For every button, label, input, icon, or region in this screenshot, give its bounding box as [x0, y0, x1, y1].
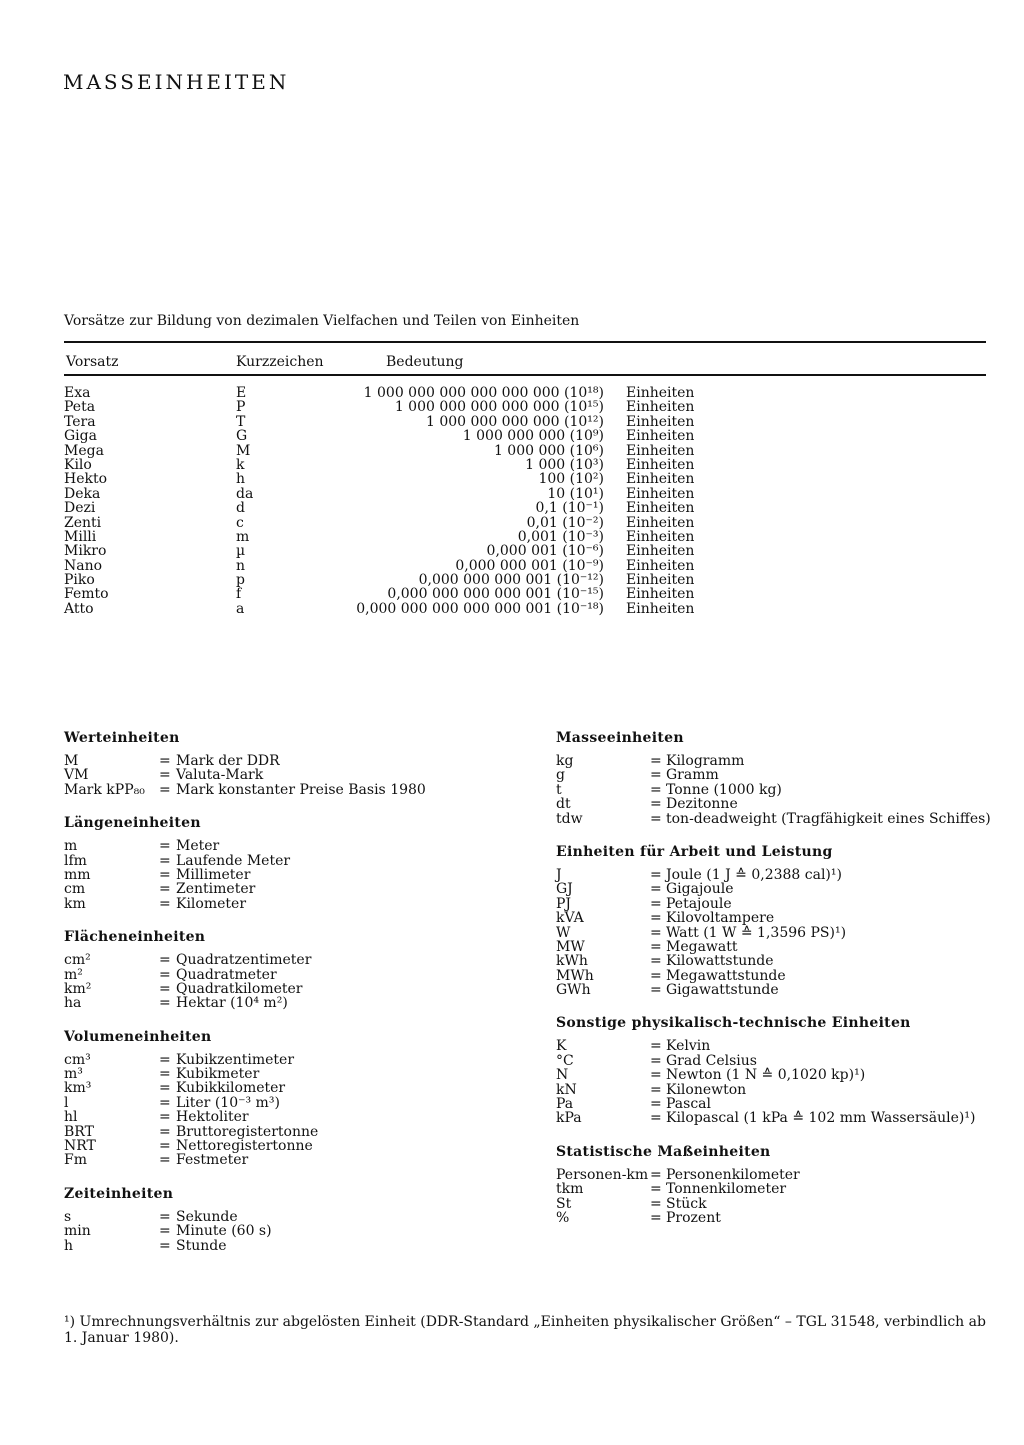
unit-symbol: kWh	[556, 953, 588, 970]
unit-row	[64, 982, 524, 996]
unit-definition: Meter	[176, 838, 220, 855]
unit-definition: Megawatt	[666, 938, 738, 955]
unit-definition: Liter (10⁻³ m³)	[176, 1094, 280, 1111]
unit-row	[64, 868, 524, 882]
table-row	[64, 415, 986, 429]
equals-sign: =	[159, 1123, 171, 1140]
unit-symbol: cm	[64, 881, 86, 898]
unit-definition: ton-deadweight (Tragfähigkeit eines Schiffes)	[666, 810, 991, 827]
unit-row	[556, 969, 996, 983]
unit-row	[64, 1153, 524, 1167]
unit-symbol: kN	[556, 1081, 577, 1098]
unit-symbol: %	[556, 1209, 570, 1226]
unit-symbol: Fm	[64, 1152, 87, 1169]
table-header-rule	[64, 374, 986, 376]
prefix-symbol: c	[236, 514, 244, 531]
unit-row	[64, 754, 524, 768]
unit-definition: Mark konstanter Preise Basis 1980	[176, 781, 426, 798]
prefix-unit: Einheiten	[626, 428, 695, 445]
unit-row	[556, 983, 996, 997]
prefix-symbol: T	[236, 413, 246, 430]
unit-symbol: kg	[556, 753, 574, 769]
equals-sign: =	[650, 967, 662, 984]
equals-sign: =	[159, 1066, 171, 1083]
unit-definition: Festmeter	[176, 1152, 249, 1169]
equals-sign: =	[650, 1209, 662, 1226]
unit-row	[64, 1096, 524, 1110]
unit-symbol: M	[64, 753, 79, 769]
unit-row	[64, 1210, 524, 1224]
prefix-value: 1 000 (10³)	[525, 456, 604, 473]
prefix-unit: Einheiten	[626, 500, 695, 517]
footnote: ¹) Umrechnungsverhältnis zur abgelösten Einheit (DDR-Standard „Einheiten physikalischer Größen“ – TGL 31548, verbindlich ab 1. Januar 1980).	[64, 1314, 986, 1346]
unit-symbol: J	[556, 866, 562, 883]
unit-row	[64, 1053, 524, 1067]
prefix-unit: Einheiten	[626, 514, 695, 531]
table-row	[64, 386, 986, 400]
unit-row	[64, 1239, 524, 1253]
prefix-symbol: G	[236, 428, 248, 445]
unit-symbol: °C	[556, 1052, 574, 1069]
unit-row	[556, 897, 996, 911]
prefix-table-caption: Vorsätze zur Bildung von dezimalen Vielfachen und Teilen von Einheiten	[64, 313, 580, 329]
unit-definition: Tonnenkilometer	[666, 1181, 787, 1198]
equals-sign: =	[650, 953, 662, 970]
prefix-unit: Einheiten	[626, 485, 695, 502]
prefix-name: Nano	[64, 557, 103, 574]
table-row	[64, 487, 986, 501]
unit-symbol: Mark kPP₈₀	[64, 781, 145, 798]
unit-row	[64, 839, 524, 853]
equals-sign: =	[650, 866, 662, 883]
prefix-value: 0,000 000 000 000 000 001 (10⁻¹⁸)	[356, 600, 604, 617]
unit-section	[64, 1029, 524, 1168]
column-header-vorsatz: Vorsatz	[66, 354, 119, 370]
unit-row	[64, 953, 524, 967]
unit-row	[556, 1111, 996, 1125]
unit-definition: Millimeter	[176, 866, 251, 883]
prefix-name: Zenti	[64, 514, 102, 531]
table-row	[64, 472, 986, 486]
unit-symbol: cm³	[64, 1051, 91, 1068]
unit-row	[556, 882, 996, 896]
equals-sign: =	[650, 1166, 662, 1183]
unit-definition: Gramm	[666, 767, 719, 784]
unit-symbol: kPa	[556, 1110, 582, 1127]
equals-sign: =	[159, 838, 171, 855]
unit-symbol: W	[556, 924, 571, 941]
unit-symbol: mm	[64, 866, 91, 883]
equals-sign: =	[650, 810, 662, 827]
equals-sign: =	[159, 866, 171, 883]
unit-row	[64, 854, 524, 868]
unit-definition: Stück	[666, 1195, 707, 1212]
prefix-name: Exa	[64, 385, 91, 401]
unit-symbol: s	[64, 1208, 72, 1225]
prefix-symbol: n	[236, 557, 246, 574]
prefix-unit: Einheiten	[626, 557, 695, 574]
prefix-unit: Einheiten	[626, 413, 695, 430]
unit-row	[556, 797, 996, 811]
unit-definition: Quadratkilometer	[176, 980, 303, 997]
prefix-value: 1 000 000 (10⁶)	[493, 442, 604, 459]
equals-sign: =	[650, 1067, 662, 1084]
equals-sign: =	[159, 781, 171, 798]
unit-symbol: BRT	[64, 1123, 94, 1140]
prefix-value: 1 000 000 000 000 000 (10¹⁵)	[394, 399, 604, 416]
section-title: Flächeneinheiten	[64, 929, 206, 946]
unit-definition: Bruttoregistertonne	[176, 1123, 319, 1140]
table-row	[64, 444, 986, 458]
unit-row	[556, 868, 996, 882]
table-top-rule	[64, 341, 986, 343]
table-row	[64, 559, 986, 573]
unit-row	[556, 940, 996, 954]
prefix-symbol: d	[236, 500, 245, 517]
unit-definition: Kilovoltampere	[666, 910, 775, 927]
section-title: Einheiten für Arbeit und Leistung	[556, 843, 833, 860]
unit-row	[556, 1211, 996, 1225]
prefix-name: Femto	[64, 586, 109, 603]
unit-definition: Quadratzentimeter	[176, 952, 312, 969]
unit-row	[64, 1110, 524, 1124]
section-title: Längeneinheiten	[64, 815, 201, 832]
unit-row	[64, 897, 524, 911]
unit-symbol: tdw	[556, 810, 583, 827]
unit-definition: Sekunde	[176, 1208, 238, 1225]
prefix-symbol: h	[236, 471, 246, 488]
prefix-value: 0,000 000 001 (10⁻⁹)	[455, 557, 604, 574]
equals-sign: =	[159, 1138, 171, 1155]
unit-symbol: dt	[556, 796, 571, 813]
unit-row	[64, 768, 524, 782]
unit-symbol: m	[64, 838, 78, 855]
unit-row	[556, 1197, 996, 1211]
prefix-table	[64, 386, 986, 616]
prefix-unit: Einheiten	[626, 572, 695, 589]
unit-definition: Valuta-Mark	[176, 767, 264, 784]
column-header-kurzzeichen: Kurzzeichen	[236, 354, 324, 370]
unit-row	[556, 926, 996, 940]
prefix-name: Hekto	[64, 471, 108, 488]
right-unit-column	[556, 730, 996, 1243]
unit-section	[64, 1186, 524, 1253]
prefix-value: 10 (10¹)	[547, 485, 604, 502]
table-row	[64, 516, 986, 530]
section-title: Zeiteinheiten	[64, 1185, 174, 1202]
unit-row	[64, 996, 524, 1010]
prefix-name: Milli	[64, 528, 97, 545]
unit-row	[556, 1039, 996, 1053]
unit-definition: Minute (60 s)	[176, 1223, 272, 1240]
prefix-unit: Einheiten	[626, 586, 695, 603]
unit-row	[556, 768, 996, 782]
unit-symbol: km²	[64, 980, 92, 997]
table-row	[64, 587, 986, 601]
prefix-symbol: f	[236, 586, 242, 603]
equals-sign: =	[650, 1195, 662, 1212]
prefix-unit: Einheiten	[626, 543, 695, 560]
prefix-symbol: k	[236, 456, 245, 473]
unit-section	[556, 1144, 996, 1226]
unit-row	[556, 1083, 996, 1097]
equals-sign: =	[650, 895, 662, 912]
unit-row	[556, 812, 996, 826]
unit-definition: Megawattstunde	[666, 967, 786, 984]
prefix-name: Piko	[64, 572, 95, 589]
unit-symbol: min	[64, 1223, 91, 1240]
equals-sign: =	[650, 1052, 662, 1069]
equals-sign: =	[650, 1081, 662, 1098]
unit-definition: Watt (1 W ≙ 1,3596 PS)¹)	[666, 924, 847, 941]
unit-row	[556, 1068, 996, 1082]
equals-sign: =	[159, 966, 171, 983]
unit-definition: Stunde	[176, 1237, 227, 1254]
prefix-value: 1 000 000 000 000 (10¹²)	[425, 413, 604, 430]
unit-symbol: K	[556, 1038, 567, 1055]
unit-definition: Newton (1 N ≙ 0,1020 kp)¹)	[666, 1067, 866, 1084]
unit-symbol: h	[64, 1237, 74, 1254]
unit-definition: Joule (1 J ≙ 0,2388 cal)¹)	[666, 866, 842, 883]
prefix-symbol: a	[236, 600, 245, 617]
equals-sign: =	[650, 767, 662, 784]
page-title: MASSEINHEITEN	[63, 70, 290, 94]
table-row	[64, 530, 986, 544]
unit-symbol: ha	[64, 995, 82, 1012]
unit-row	[556, 1054, 996, 1068]
equals-sign: =	[159, 1051, 171, 1068]
unit-definition: Mark der DDR	[176, 753, 280, 769]
unit-symbol: GJ	[556, 881, 573, 898]
equals-sign: =	[159, 895, 171, 912]
unit-symbol: Pa	[556, 1096, 574, 1113]
table-row	[64, 458, 986, 472]
equals-sign: =	[159, 1237, 171, 1254]
prefix-value: 100 (10²)	[538, 471, 604, 488]
unit-symbol: kVA	[556, 910, 584, 927]
prefix-unit: Einheiten	[626, 600, 695, 617]
unit-row	[556, 1182, 996, 1196]
prefix-unit: Einheiten	[626, 385, 695, 401]
column-header-bedeutung: Bedeutung	[386, 354, 464, 370]
equals-sign: =	[159, 767, 171, 784]
unit-definition: Kilogramm	[666, 753, 745, 769]
unit-section	[556, 730, 996, 826]
unit-section	[64, 929, 524, 1011]
prefix-name: Kilo	[64, 456, 92, 473]
table-row	[64, 602, 986, 616]
unit-symbol: MW	[556, 938, 585, 955]
table-row	[64, 501, 986, 515]
equals-sign: =	[650, 1038, 662, 1055]
unit-symbol: GWh	[556, 982, 591, 999]
section-title: Werteinheiten	[64, 730, 180, 746]
section-title: Masseeinheiten	[556, 730, 684, 746]
unit-symbol: NRT	[64, 1138, 96, 1155]
prefix-symbol: p	[236, 572, 245, 589]
unit-definition: Tonne (1000 kg)	[666, 781, 782, 798]
unit-symbol: t	[556, 781, 562, 798]
prefix-unit: Einheiten	[626, 456, 695, 473]
unit-symbol: Personen-km	[556, 1166, 649, 1183]
unit-section	[556, 844, 996, 998]
unit-definition: Gigajoule	[666, 881, 734, 898]
prefix-name: Mega	[64, 442, 104, 459]
unit-definition: Nettoregistertonne	[176, 1138, 313, 1155]
section-title: Volumeneinheiten	[64, 1028, 212, 1045]
unit-definition: Grad Celsius	[666, 1052, 757, 1069]
equals-sign: =	[650, 938, 662, 955]
unit-definition: Quadratmeter	[176, 966, 277, 983]
equals-sign: =	[650, 1181, 662, 1198]
section-title: Sonstige physikalisch-technische Einheiten	[556, 1015, 911, 1032]
prefix-symbol: E	[236, 385, 247, 401]
prefix-value: 0,001 (10⁻³)	[517, 528, 604, 545]
unit-row	[64, 1224, 524, 1238]
unit-symbol: hl	[64, 1109, 78, 1126]
unit-section	[64, 815, 524, 911]
table-row	[64, 573, 986, 587]
unit-symbol: PJ	[556, 895, 572, 912]
equals-sign: =	[159, 753, 171, 769]
unit-definition: Zentimeter	[176, 881, 256, 898]
prefix-symbol: P	[236, 399, 246, 416]
unit-row	[64, 1067, 524, 1081]
unit-definition: Kilonewton	[666, 1081, 747, 1098]
unit-definition: Pascal	[666, 1096, 711, 1113]
equals-sign: =	[159, 1094, 171, 1111]
prefix-symbol: µ	[236, 543, 246, 560]
prefix-unit: Einheiten	[626, 442, 695, 459]
equals-sign: =	[650, 881, 662, 898]
unit-definition: Dezitonne	[666, 796, 738, 813]
unit-section	[556, 1015, 996, 1125]
prefix-name: Peta	[64, 399, 96, 416]
prefix-value: 0,000 000 000 001 (10⁻¹²)	[418, 572, 604, 589]
equals-sign: =	[650, 796, 662, 813]
equals-sign: =	[650, 1110, 662, 1127]
unit-symbol: VM	[64, 767, 89, 784]
unit-row	[556, 911, 996, 925]
prefix-unit: Einheiten	[626, 528, 695, 545]
unit-symbol: lfm	[64, 852, 87, 869]
unit-definition: Kilowattstunde	[666, 953, 774, 970]
equals-sign: =	[650, 753, 662, 769]
unit-definition: Laufende Meter	[176, 852, 291, 869]
equals-sign: =	[650, 924, 662, 941]
prefix-value: 0,000 000 000 000 001 (10⁻¹⁵)	[387, 586, 604, 603]
prefix-name: Dezi	[64, 500, 96, 517]
section-title: Statistische Maßeinheiten	[556, 1143, 771, 1160]
unit-row	[64, 1125, 524, 1139]
unit-symbol: km	[64, 895, 86, 912]
unit-row	[556, 754, 996, 768]
unit-definition: Kubikzentimeter	[176, 1051, 295, 1068]
unit-definition: Kubikmeter	[176, 1066, 260, 1083]
unit-definition: Hektar (10⁴ m²)	[176, 995, 288, 1012]
equals-sign: =	[159, 995, 171, 1012]
equals-sign: =	[159, 881, 171, 898]
table-row	[64, 544, 986, 558]
unit-symbol: N	[556, 1067, 569, 1084]
prefix-value: 1 000 000 000 000 000 000 (10¹⁸)	[363, 385, 604, 401]
unit-row	[64, 783, 524, 797]
table-row	[64, 429, 986, 443]
equals-sign: =	[159, 980, 171, 997]
unit-symbol: m²	[64, 966, 83, 983]
unit-section	[64, 730, 524, 797]
equals-sign: =	[159, 1109, 171, 1126]
prefix-value: 0,01 (10⁻²)	[526, 514, 604, 531]
equals-sign: =	[650, 781, 662, 798]
unit-symbol: cm²	[64, 952, 91, 969]
prefix-name: Mikro	[64, 543, 107, 560]
equals-sign: =	[650, 910, 662, 927]
equals-sign: =	[159, 1080, 171, 1097]
unit-symbol: l	[64, 1094, 69, 1111]
unit-symbol: tkm	[556, 1181, 584, 1198]
left-unit-column	[64, 730, 524, 1271]
unit-definition: Prozent	[666, 1209, 721, 1226]
equals-sign: =	[159, 1208, 171, 1225]
unit-definition: Kilopascal (1 kPa ≙ 102 mm Wassersäule)¹)	[666, 1110, 976, 1127]
unit-symbol: g	[556, 767, 565, 784]
unit-definition: Kubikkilometer	[176, 1080, 286, 1097]
unit-row	[64, 1139, 524, 1153]
unit-definition: Gigawattstunde	[666, 982, 779, 999]
equals-sign: =	[159, 1223, 171, 1240]
table-row	[64, 400, 986, 414]
prefix-name: Giga	[64, 428, 97, 445]
prefix-symbol: da	[236, 485, 254, 502]
unit-symbol: m³	[64, 1066, 83, 1083]
unit-row	[64, 1081, 524, 1095]
equals-sign: =	[650, 1096, 662, 1113]
unit-row	[556, 783, 996, 797]
unit-row	[64, 882, 524, 896]
prefix-name: Deka	[64, 485, 101, 502]
prefix-value: 0,000 001 (10⁻⁶)	[486, 543, 604, 560]
equals-sign: =	[159, 852, 171, 869]
equals-sign: =	[650, 982, 662, 999]
equals-sign: =	[159, 952, 171, 969]
prefix-symbol: M	[236, 442, 251, 459]
unit-definition: Personenkilometer	[666, 1166, 800, 1183]
unit-definition: Kilometer	[176, 895, 247, 912]
prefix-unit: Einheiten	[626, 399, 695, 416]
prefix-value: 1 000 000 000 (10⁹)	[462, 428, 604, 445]
equals-sign: =	[159, 1152, 171, 1169]
prefix-symbol: m	[236, 528, 250, 545]
prefix-unit: Einheiten	[626, 471, 695, 488]
unit-symbol: St	[556, 1195, 572, 1212]
prefix-value: 0,1 (10⁻¹)	[535, 500, 604, 517]
unit-symbol: MWh	[556, 967, 594, 984]
unit-symbol: km³	[64, 1080, 92, 1097]
prefix-name: Atto	[64, 600, 94, 617]
unit-row	[556, 1168, 996, 1182]
unit-row	[556, 954, 996, 968]
unit-definition: Petajoule	[666, 895, 732, 912]
unit-row	[64, 968, 524, 982]
unit-definition: Hektoliter	[176, 1109, 249, 1126]
unit-row	[556, 1097, 996, 1111]
unit-definition: Kelvin	[666, 1038, 711, 1055]
prefix-name: Tera	[64, 413, 96, 430]
